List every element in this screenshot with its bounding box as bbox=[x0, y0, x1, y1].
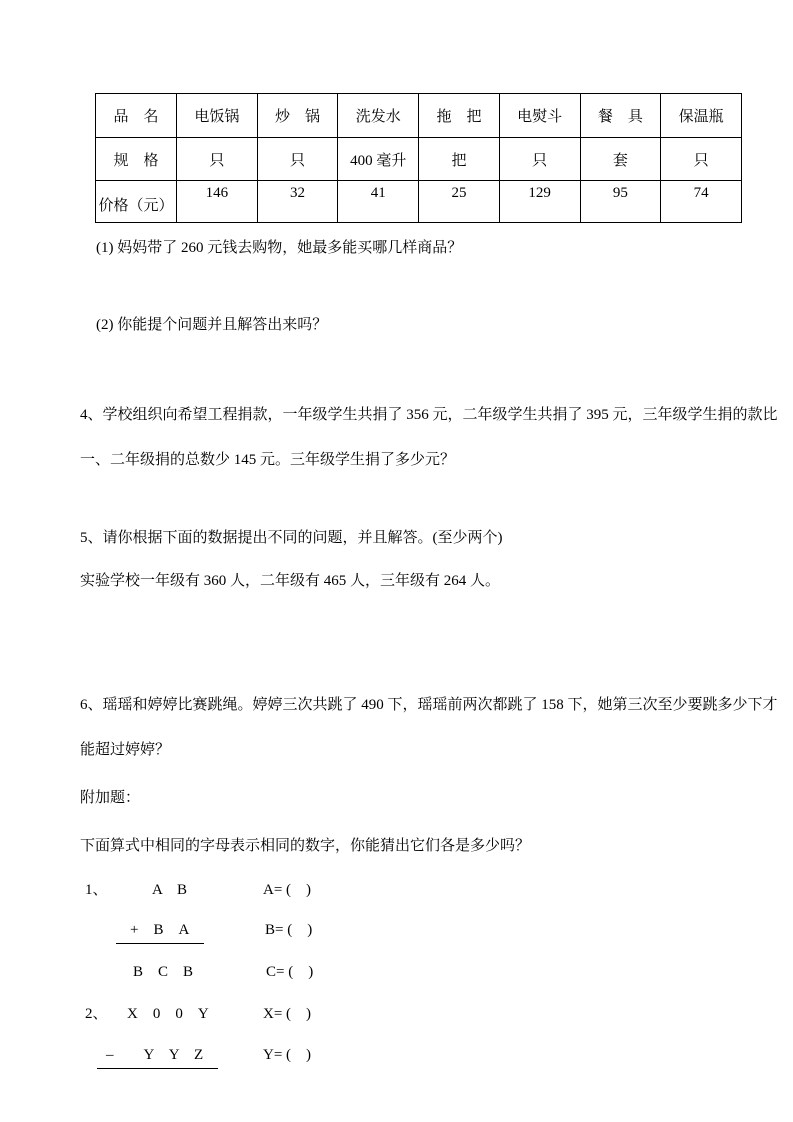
product-price-table bbox=[95, 93, 742, 223]
table-cell: 洗发水 bbox=[338, 94, 419, 138]
sub-question-2: (2) 你能提个问题并且解答出来吗？ bbox=[96, 317, 328, 333]
problem-5-data-line: 实验学校一年级有 360 人，二年级有 465 人，三年级有 264 人。 bbox=[80, 573, 501, 589]
row-label-cell: 价格（元） bbox=[96, 181, 177, 223]
puzzle-1-addend-1: A B bbox=[152, 882, 188, 898]
table-cell: 只 bbox=[257, 138, 338, 181]
table-cell: 95 bbox=[580, 181, 661, 223]
puzzle-1-number: 1、 bbox=[85, 882, 108, 898]
puzzle-1-answer-c: C= ( ) bbox=[266, 964, 314, 980]
table-cell: 400 毫升 bbox=[338, 138, 419, 181]
table-cell: 套 bbox=[580, 138, 661, 181]
puzzle-1-result: B C B bbox=[133, 964, 194, 980]
table-cell: 146 bbox=[177, 181, 258, 223]
puzzle-2-subtrahend: – Y Y Z bbox=[106, 1047, 204, 1063]
table-cell: 把 bbox=[419, 138, 500, 181]
problem-5-line-1: 5、请你根据下面的数据提出不同的问题，并且解答。(至少两个) bbox=[80, 530, 503, 546]
problem-6-line-2: 能超过婷婷？ bbox=[80, 742, 171, 758]
bonus-intro: 下面算式中相同的字母表示相同的数字，你能猜出它们各是多少吗？ bbox=[80, 838, 531, 854]
puzzle-1-answer-a: A= ( ) bbox=[263, 882, 312, 898]
problem-4-line-2: 一、二年级捐的总数少 145 元。三年级学生捐了多少元？ bbox=[80, 452, 456, 468]
table-row-price bbox=[96, 181, 742, 223]
table-cell: 电饭锅 bbox=[177, 94, 258, 138]
table-cell: 餐 具 bbox=[580, 94, 661, 138]
row-label-cell: 品 名 bbox=[96, 94, 177, 138]
puzzle-1-addend-2: + B A bbox=[130, 922, 190, 938]
table-cell: 只 bbox=[499, 138, 580, 181]
table-cell: 只 bbox=[177, 138, 258, 181]
subtraction-difference-line bbox=[97, 1068, 218, 1069]
table-cell: 129 bbox=[499, 181, 580, 223]
table-cell: 保温瓶 bbox=[661, 94, 742, 138]
addition-sum-line bbox=[116, 943, 204, 944]
puzzle-2-answer-x: X= ( ) bbox=[263, 1006, 312, 1022]
problem-4-line-1: 4、学校组织向希望工程捐款，一年级学生共捐了 356 元，二年级学生共捐了 395 元，三年级学生捐的款比 bbox=[80, 407, 778, 423]
row-label-cell: 规 格 bbox=[96, 138, 177, 181]
bonus-section-title: 附加题： bbox=[80, 790, 141, 806]
sub-question-1: (1) 妈妈带了 260 元钱去购物，她最多能买哪几样商品？ bbox=[96, 240, 463, 256]
puzzle-2-answer-y: Y= ( ) bbox=[263, 1047, 312, 1063]
table-cell: 拖 把 bbox=[419, 94, 500, 138]
table-cell: 25 bbox=[419, 181, 500, 223]
table-cell: 41 bbox=[338, 181, 419, 223]
problem-6-line-1: 6、瑶瑶和婷婷比赛跳绳。婷婷三次共跳了 490 下，瑶瑶前两次都跳了 158 下，她第三次至少要跳多少下才 bbox=[80, 697, 778, 713]
puzzle-2-number: 2、 bbox=[85, 1006, 108, 1022]
table-cell: 电熨斗 bbox=[499, 94, 580, 138]
table-cell: 32 bbox=[257, 181, 338, 223]
puzzle-2-minuend: X 0 0 Y bbox=[127, 1006, 209, 1022]
table-cell: 只 bbox=[661, 138, 742, 181]
table-cell: 炒 锅 bbox=[257, 94, 338, 138]
puzzle-1-answer-b: B= ( ) bbox=[265, 922, 313, 938]
table-cell: 74 bbox=[661, 181, 742, 223]
table-row-product-name bbox=[96, 94, 742, 138]
table-row-spec bbox=[96, 138, 742, 181]
